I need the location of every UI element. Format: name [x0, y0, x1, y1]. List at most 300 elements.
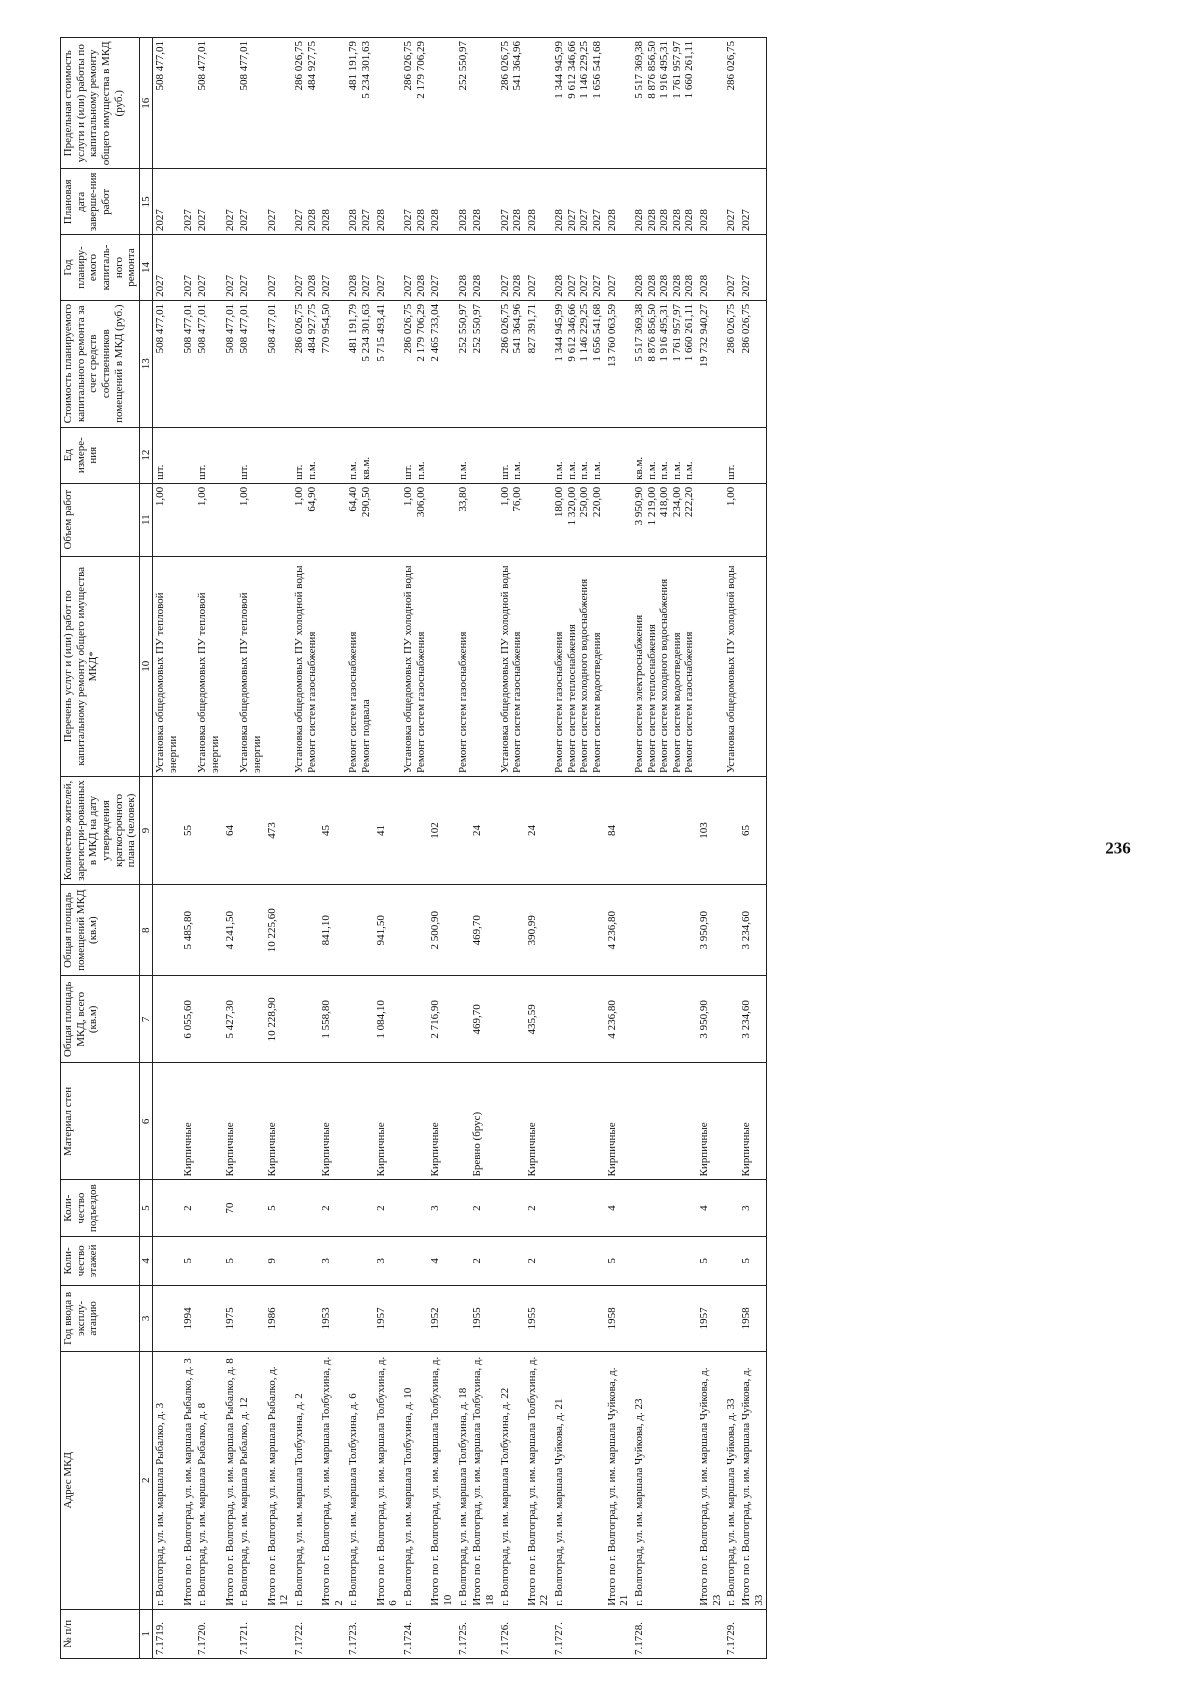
column-number-row [139, 38, 153, 1659]
works-list-cell: Установка общедомовых ПУ холодной воды Ремонт систем газоснабжения [292, 556, 319, 777]
address-cell: Итого по г. Волгоград, ул. им. маршала Толбухина, д. 6 [374, 1351, 401, 1609]
unit-cell: шт. п.м. [292, 427, 319, 483]
year-cell: 1953 [319, 1286, 346, 1352]
entrances-cell: 3 [739, 1180, 767, 1236]
end-date-cell: 2028 [605, 169, 632, 235]
row-number: 7.1725. [456, 1609, 471, 1658]
max-cost-cell [319, 38, 346, 170]
table-row [724, 38, 739, 1659]
address-cell: г. Волгоград, ул. им. маршала Толбухина, д. 22 [498, 1351, 525, 1609]
year-cell: 1952 [428, 1286, 455, 1352]
header-cell: № п/п [61, 1609, 140, 1658]
row-number [739, 1609, 767, 1658]
residents-cell: 84 [605, 777, 632, 885]
row-number: 7.1720. [195, 1609, 222, 1658]
unit-cell [181, 427, 196, 483]
unit-cell: п.м. [456, 427, 471, 483]
residents-cell [346, 777, 373, 885]
max-cost-cell: 1 344 945,99 9 612 346,66 1 146 229,25 1 656 541,68 [552, 38, 605, 170]
floors-cell [292, 1236, 319, 1285]
header-cell: Коли-чество подъездов [61, 1180, 140, 1236]
cost-cell: 508 477,01 [265, 300, 292, 427]
works-list-cell: Ремонт систем электроснабжения Ремонт систем теплоснабжения Ремонт систем холодного водоснабжения Ремонт систем водоотведения Ремонт систем газоснабжения [632, 556, 697, 777]
total-area-cell [292, 976, 319, 1063]
cost-cell: 286 026,75 484 927,75 [292, 300, 319, 427]
unit-cell [265, 427, 292, 483]
floors-cell: 9 [265, 1236, 292, 1285]
total-area-cell: 3 234,60 [739, 976, 767, 1063]
floors-cell [724, 1236, 739, 1285]
row-number [319, 1609, 346, 1658]
column-number: 16 [139, 38, 153, 170]
cost-cell: 252 550,97 [456, 300, 471, 427]
total-area-cell: 6 055,60 [181, 976, 196, 1063]
volume-cell: 1,00 306,00 [401, 483, 428, 556]
entrances-cell: 70 [223, 1180, 238, 1236]
end-date-cell: 2028 [428, 169, 455, 235]
wall-material-cell: Кирпичные [374, 1063, 401, 1180]
column-number: 14 [139, 235, 153, 301]
volume-cell [428, 483, 455, 556]
cost-cell: 481 191,79 5 234 301,63 [346, 300, 373, 427]
plan-year-cell: 2027 2028 [292, 235, 319, 301]
address-cell: г. Волгоград, ул. им. маршала Толбухина, д. 18 [456, 1351, 471, 1609]
floors-cell: 3 [374, 1236, 401, 1285]
wall-material-cell: Бревно (брус) [470, 1063, 497, 1180]
year-cell: 1975 [223, 1286, 238, 1352]
floors-cell [237, 1236, 264, 1285]
floors-cell: 2 [470, 1236, 497, 1285]
header-cell: Объем работ [61, 483, 140, 556]
address-cell: г. Волгоград, ул. им. маршала Толбухина, д. 6 [346, 1351, 373, 1609]
unit-cell: шт. [153, 427, 181, 483]
residents-cell [632, 777, 697, 885]
premises-area-cell [724, 884, 739, 975]
works-list-cell [525, 556, 552, 777]
table-row [195, 38, 222, 1659]
header-cell: Количество жителей, зарегистри-рованных в МКД на дату утверждения краткосрочного плана (человек) [61, 777, 140, 885]
residents-cell: 64 [223, 777, 238, 885]
wall-material-cell: Кирпичные [739, 1063, 767, 1180]
end-date-cell: 2027 [181, 169, 196, 235]
works-list-cell: Ремонт систем газоснабжения Ремонт систем теплоснабжения Ремонт систем холодного водоснабжения Ремонт систем водоотведения [552, 556, 605, 777]
residents-cell [237, 777, 264, 885]
table-row [401, 38, 428, 1659]
total-row [697, 38, 724, 1659]
address-cell: Итого по г. Волгоград, ул. им. маршала Чуйкова, д. 23 [697, 1351, 724, 1609]
residents-cell: 65 [739, 777, 767, 885]
plan-year-cell: 2027 2028 [401, 235, 428, 301]
total-area-cell [195, 976, 222, 1063]
year-cell [401, 1286, 428, 1352]
unit-cell: п.м. кв.м. [346, 427, 373, 483]
works-list-cell [265, 556, 292, 777]
residents-cell [401, 777, 428, 885]
year-cell: 1957 [374, 1286, 401, 1352]
address-cell: г. Волгоград, ул. им. маршала Чуйкова, д. 23 [632, 1351, 697, 1609]
cost-cell: 286 026,75 [739, 300, 767, 427]
row-number: 7.1729. [724, 1609, 739, 1658]
cost-cell: 1 344 945,99 9 612 346,66 1 146 229,25 1 656 541,68 [552, 300, 605, 427]
volume-cell: 180,00 1 320,00 250,00 220,00 [552, 483, 605, 556]
header-cell: Ед измере-ния [61, 427, 140, 483]
plan-year-cell: 2027 [265, 235, 292, 301]
works-list-cell: Установка общедомовых ПУ тепловой энергии [153, 556, 181, 777]
total-area-cell: 2 716,90 [428, 976, 455, 1063]
entrances-cell: 4 [697, 1180, 724, 1236]
premises-area-cell: 841,10 [319, 884, 346, 975]
max-cost-cell: 286 026,75 2 179 706,29 [401, 38, 428, 170]
entrances-cell [195, 1180, 222, 1236]
total-area-cell [153, 976, 181, 1063]
floors-cell [456, 1236, 471, 1285]
plan-year-cell: 2027 [319, 235, 346, 301]
total-area-cell: 10 228,90 [265, 976, 292, 1063]
works-list-cell [605, 556, 632, 777]
wall-material-cell [195, 1063, 222, 1180]
row-number: 7.1721. [237, 1609, 264, 1658]
row-number [374, 1609, 401, 1658]
year-cell [498, 1286, 525, 1352]
address-cell: г. Волгоград, ул. им. маршала Толбухина, д. 10 [401, 1351, 428, 1609]
plan-year-cell: 2027 [605, 235, 632, 301]
wall-material-cell [498, 1063, 525, 1180]
residents-cell: 103 [697, 777, 724, 885]
wall-material-cell [237, 1063, 264, 1180]
total-area-cell [498, 976, 525, 1063]
max-cost-cell: 252 550,97 [456, 38, 471, 170]
premises-area-cell [153, 884, 181, 975]
unit-cell [428, 427, 455, 483]
volume-cell: 1,00 64,90 [292, 483, 319, 556]
plan-year-cell: 2028 [697, 235, 724, 301]
unit-cell: шт. п.м. [498, 427, 525, 483]
column-number: 3 [139, 1286, 153, 1352]
header-cell: Общая площадь помещений МКД (кв.м) [61, 884, 140, 975]
residents-cell [724, 777, 739, 885]
row-number: 7.1722. [292, 1609, 319, 1658]
address-cell: Итого по г. Волгоград, ул. им. маршала Чуйкова, д. 21 [605, 1351, 632, 1609]
works-list-cell [697, 556, 724, 777]
works-list-cell [739, 556, 767, 777]
total-area-cell [724, 976, 739, 1063]
address-cell: Итого по г. Волгоград, ул. им. маршала Рыбалко, д. 8 [223, 1351, 238, 1609]
table-row [237, 38, 264, 1659]
residents-cell [456, 777, 471, 885]
entrances-cell: 3 [428, 1180, 455, 1236]
row-number: 7.1728. [632, 1609, 697, 1658]
plan-year-cell: 2027 [428, 235, 455, 301]
table-row [456, 38, 471, 1659]
entrances-cell [498, 1180, 525, 1236]
total-area-cell [552, 976, 605, 1063]
column-number: 1 [139, 1609, 153, 1658]
works-list-cell [223, 556, 238, 777]
total-area-cell [632, 976, 697, 1063]
works-list-cell: Установка общедомовых ПУ холодной воды [724, 556, 739, 777]
volume-cell [605, 483, 632, 556]
total-area-cell: 1 084,10 [374, 976, 401, 1063]
entrances-cell [724, 1180, 739, 1236]
volume-cell [319, 483, 346, 556]
floors-cell [195, 1236, 222, 1285]
wall-material-cell: Кирпичные [223, 1063, 238, 1180]
row-number [181, 1609, 196, 1658]
header-cell: Адрес МКД [61, 1351, 140, 1609]
year-cell [292, 1286, 319, 1352]
volume-cell: 33,80 [456, 483, 471, 556]
header-row [61, 38, 140, 1659]
floors-cell [401, 1236, 428, 1285]
entrances-cell: 2 [374, 1180, 401, 1236]
row-number [605, 1609, 632, 1658]
floors-cell [552, 1236, 605, 1285]
year-cell: 1957 [697, 1286, 724, 1352]
header-cell: Плановая дата заверше-ния работ [61, 169, 140, 235]
unit-cell [697, 427, 724, 483]
wall-material-cell [153, 1063, 181, 1180]
max-cost-cell [525, 38, 552, 170]
unit-cell: шт. [195, 427, 222, 483]
residents-cell: 473 [265, 777, 292, 885]
premises-area-cell [552, 884, 605, 975]
works-list-cell [374, 556, 401, 777]
max-cost-cell: 286 026,75 [724, 38, 739, 170]
header-cell: Коли-чество этажей [61, 1236, 140, 1285]
volume-cell: 1,00 76,00 [498, 483, 525, 556]
total-area-cell: 4 236,80 [605, 976, 632, 1063]
floors-cell: 5 [697, 1236, 724, 1285]
total-row [223, 38, 238, 1659]
entrances-cell [292, 1180, 319, 1236]
wall-material-cell [292, 1063, 319, 1180]
entrances-cell: 2 [319, 1180, 346, 1236]
total-area-cell [401, 976, 428, 1063]
residents-cell [153, 777, 181, 885]
plan-year-cell: 2027 [181, 235, 196, 301]
year-cell: 1958 [739, 1286, 767, 1352]
volume-cell: 1,00 [195, 483, 222, 556]
column-number: 4 [139, 1236, 153, 1285]
max-cost-cell: 481 191,79 5 234 301,63 [346, 38, 373, 170]
total-area-cell [346, 976, 373, 1063]
volume-cell [697, 483, 724, 556]
plan-year-cell: 2027 [374, 235, 401, 301]
cost-cell: 286 026,75 [724, 300, 739, 427]
end-date-cell: 2028 [374, 169, 401, 235]
table-row [292, 38, 319, 1659]
total-row [181, 38, 196, 1659]
unit-cell [223, 427, 238, 483]
volume-cell [470, 483, 497, 556]
wall-material-cell [456, 1063, 471, 1180]
header-cell: Стоимость планируемого капитального ремонта за счет средств собственников помещений в МКД (руб.) [61, 300, 140, 427]
works-list-cell [181, 556, 196, 777]
premises-area-cell: 941,50 [374, 884, 401, 975]
total-row [374, 38, 401, 1659]
plan-year-cell: 2028 2027 [346, 235, 373, 301]
max-cost-cell [470, 38, 497, 170]
plan-year-cell: 2028 2028 2028 2028 2028 [632, 235, 697, 301]
address-cell: Итого по г. Волгоград, ул. им. маршала Рыбалко, д. 12 [265, 1351, 292, 1609]
repair-plan-table [60, 37, 767, 1659]
total-row [739, 38, 767, 1659]
total-row [265, 38, 292, 1659]
year-cell [153, 1286, 181, 1352]
year-cell [724, 1286, 739, 1352]
cost-cell: 5 715 493,41 [374, 300, 401, 427]
end-date-cell: 2027 [265, 169, 292, 235]
works-list-cell: Установка общедомовых ПУ тепловой энергии [195, 556, 222, 777]
residents-cell: 55 [181, 777, 196, 885]
cost-cell: 19 732 940,27 [697, 300, 724, 427]
residents-cell [552, 777, 605, 885]
entrances-cell [401, 1180, 428, 1236]
year-cell [632, 1286, 697, 1352]
premises-area-cell [237, 884, 264, 975]
premises-area-cell: 3 234,60 [739, 884, 767, 975]
wall-material-cell: Кирпичные [697, 1063, 724, 1180]
unit-cell [739, 427, 767, 483]
column-number: 13 [139, 300, 153, 427]
floors-cell [632, 1236, 697, 1285]
year-cell [456, 1286, 471, 1352]
unit-cell [470, 427, 497, 483]
floors-cell: 5 [181, 1236, 196, 1285]
table-row [153, 38, 181, 1659]
address-cell: г. Волгоград, ул. им. маршала Чуйкова, д. 33 [724, 1351, 739, 1609]
wall-material-cell: Кирпичные [428, 1063, 455, 1180]
cost-cell: 286 026,75 541 364,96 [498, 300, 525, 427]
premises-area-cell: 3 950,90 [697, 884, 724, 975]
premises-area-cell [456, 884, 471, 975]
max-cost-cell [181, 38, 196, 170]
entrances-cell: 2 [470, 1180, 497, 1236]
wall-material-cell [346, 1063, 373, 1180]
year-cell: 1986 [265, 1286, 292, 1352]
header-cell: Год ввода в эксплу-атацию [61, 1286, 140, 1352]
plan-year-cell: 2027 [153, 235, 181, 301]
cost-cell: 827 391,71 [525, 300, 552, 427]
wall-material-cell: Кирпичные [265, 1063, 292, 1180]
end-date-cell: 2028 2027 2027 2027 [552, 169, 605, 235]
floors-cell: 2 [525, 1236, 552, 1285]
max-cost-cell [374, 38, 401, 170]
premises-area-cell: 469,70 [470, 884, 497, 975]
plan-year-cell: 2027 [724, 235, 739, 301]
address-cell: Итого по г. Волгоград, ул. им. маршала Толбухина, д. 22 [525, 1351, 552, 1609]
total-area-cell [237, 976, 264, 1063]
row-number [223, 1609, 238, 1658]
cost-cell: 770 954,50 [319, 300, 346, 427]
column-number: 2 [139, 1351, 153, 1609]
header-cell: Материал стен [61, 1063, 140, 1180]
plan-year-cell: 2028 2027 2027 2027 [552, 235, 605, 301]
unit-cell [605, 427, 632, 483]
plan-year-cell: 2027 [195, 235, 222, 301]
total-row [470, 38, 497, 1659]
address-cell: Итого по г. Волгоград, ул. им. маршала Толбухина, д. 18 [470, 1351, 497, 1609]
total-row [319, 38, 346, 1659]
max-cost-cell [265, 38, 292, 170]
total-area-cell: 469,70 [470, 976, 497, 1063]
cost-cell: 508 477,01 [195, 300, 222, 427]
address-cell: Итого по г. Волгоград, ул. им. маршала Толбухина, д. 10 [428, 1351, 455, 1609]
max-cost-cell [223, 38, 238, 170]
column-number: 15 [139, 169, 153, 235]
unit-cell: п.м. п.м. п.м. п.м. [552, 427, 605, 483]
plan-year-cell: 2027 [223, 235, 238, 301]
unit-cell [525, 427, 552, 483]
residents-cell: 24 [525, 777, 552, 885]
end-date-cell: 2028 [470, 169, 497, 235]
plan-year-cell: 2027 [739, 235, 767, 301]
row-number [265, 1609, 292, 1658]
cost-cell: 508 477,01 [237, 300, 264, 427]
year-cell: 1955 [470, 1286, 497, 1352]
address-cell: Итого по г. Волгоград, ул. им. маршала Рыбалко, д. 3 [181, 1351, 196, 1609]
max-cost-cell [428, 38, 455, 170]
end-date-cell: 2028 [697, 169, 724, 235]
entrances-cell [237, 1180, 264, 1236]
unit-cell: шт. п.м. [401, 427, 428, 483]
volume-cell [739, 483, 767, 556]
max-cost-cell: 508 477,01 [237, 38, 264, 170]
premises-area-cell: 4 236,80 [605, 884, 632, 975]
column-number: 5 [139, 1180, 153, 1236]
unit-cell: кв.м. п.м. п.м. п.м. п.м. [632, 427, 697, 483]
total-row [525, 38, 552, 1659]
premises-area-cell [292, 884, 319, 975]
total-area-cell [456, 976, 471, 1063]
header-cell: Перечень услуг и (или) работ по капитальному ремонту общего имущества МКД* [61, 556, 140, 777]
premises-area-cell [632, 884, 697, 975]
address-cell: г. Волгоград, ул. им. маршала Рыбалко, д. 8 [195, 1351, 222, 1609]
total-area-cell: 435,59 [525, 976, 552, 1063]
address-cell: г. Волгоград, ул. им. маршала Толбухина, д. 2 [292, 1351, 319, 1609]
row-number [428, 1609, 455, 1658]
cost-cell: 508 477,01 [223, 300, 238, 427]
entrances-cell [153, 1180, 181, 1236]
entrances-cell [632, 1180, 697, 1236]
volume-cell [525, 483, 552, 556]
max-cost-cell: 286 026,75 484 927,75 [292, 38, 319, 170]
entrances-cell: 4 [605, 1180, 632, 1236]
entrances-cell [346, 1180, 373, 1236]
row-number: 7.1724. [401, 1609, 428, 1658]
row-number [697, 1609, 724, 1658]
premises-area-cell: 4 241,50 [223, 884, 238, 975]
end-date-cell: 2028 2028 2028 2028 2028 [632, 169, 697, 235]
entrances-cell: 2 [181, 1180, 196, 1236]
floors-cell: 5 [223, 1236, 238, 1285]
premises-area-cell [195, 884, 222, 975]
cost-cell: 508 477,01 [153, 300, 181, 427]
floors-cell: 5 [739, 1236, 767, 1285]
cost-cell: 508 477,01 [181, 300, 196, 427]
row-number [525, 1609, 552, 1658]
cost-cell: 5 517 369,38 8 876 856,50 1 916 495,31 1 761 957,97 1 660 261,11 [632, 300, 697, 427]
total-area-cell: 5 427,30 [223, 976, 238, 1063]
row-number: 7.1719. [153, 1609, 181, 1658]
address-cell: Итого по г. Волгоград, ул. им. маршала Толбухина, д. 2 [319, 1351, 346, 1609]
end-date-cell: 2027 [724, 169, 739, 235]
floors-cell: 4 [428, 1236, 455, 1285]
floors-cell [153, 1236, 181, 1285]
premises-area-cell: 10 225,60 [265, 884, 292, 975]
works-list-cell: Установка общедомовых ПУ холодной воды Ремонт систем газоснабжения [498, 556, 525, 777]
address-cell: г. Волгоград, ул. им. маршала Рыбалко, д. 12 [237, 1351, 264, 1609]
